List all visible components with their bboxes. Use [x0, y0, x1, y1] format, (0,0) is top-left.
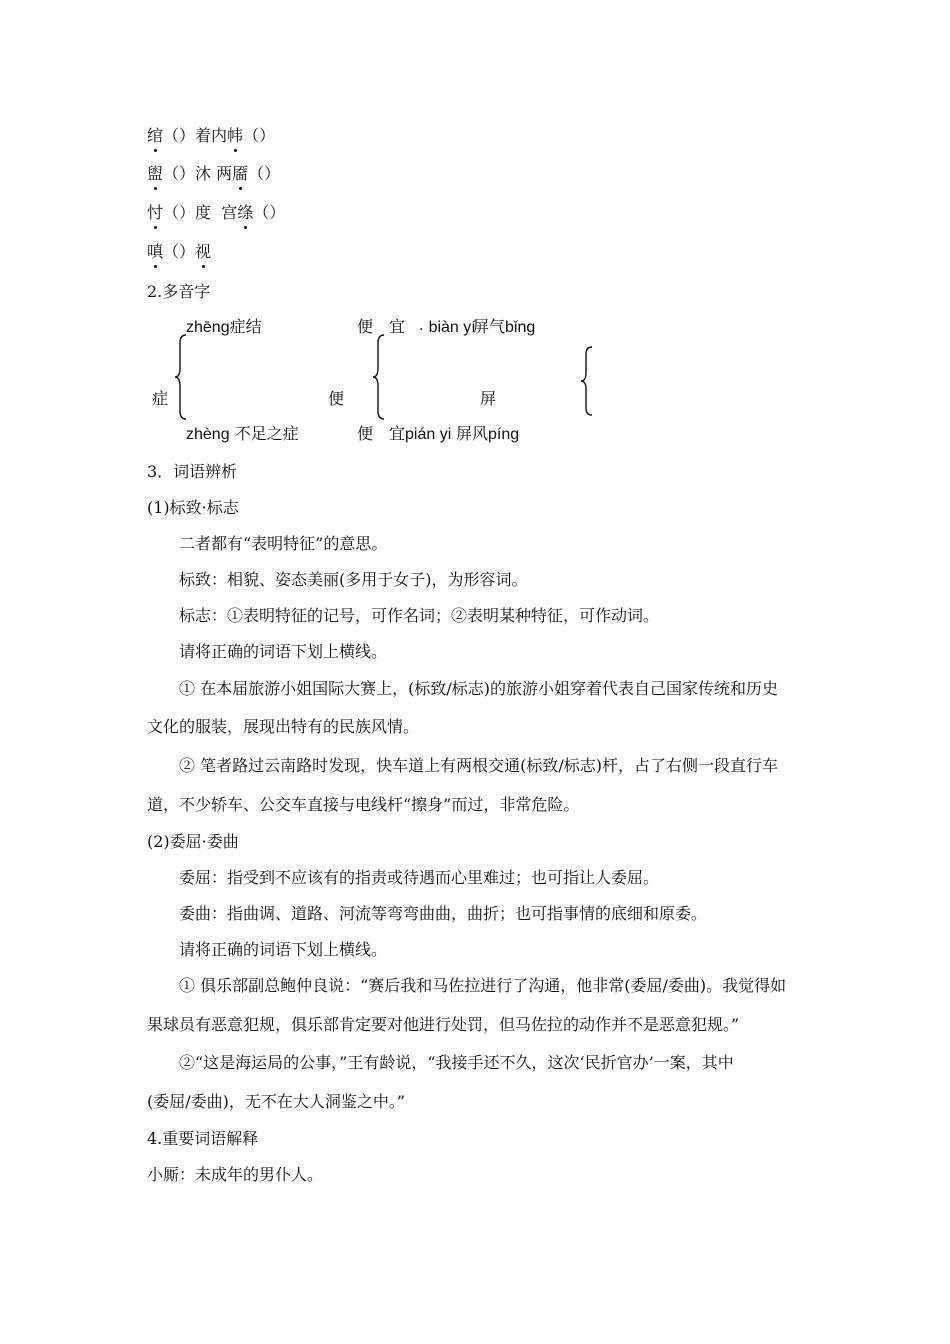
char-row-2: 盥（）沐 两靥（）: [147, 164, 281, 183]
dotted-char: 忖: [147, 203, 164, 222]
exercise-line: ① 在本届旅游小姐国际大赛上，(标致/标志)的旅游小姐穿着代表自己国家传统和历史: [179, 679, 778, 698]
exercise-line: 文化的服装，展现出特有的民族风情。: [147, 717, 420, 736]
paragraph: 小厮：未成年的男仆人。: [147, 1165, 324, 1184]
exercise-line: ② 笔者路过云南路时发现，快车道上有两根交通(标致/标志)杆，占了右侧一段直行车: [179, 756, 778, 775]
section-heading: 4.重要词语解释: [147, 1129, 259, 1148]
subsection-title: (2)委屈·委曲: [147, 832, 239, 851]
char-row-4: 嗔（）视: [147, 242, 212, 261]
paragraph: 二者都有“表明特征”的意思。: [179, 534, 388, 553]
paragraph: 标志：①表明特征的记号，可作名词；②表明某种特征，可作动词。: [179, 606, 660, 625]
exercise-line: ① 俱乐部副总鲍仲良说：“赛后我和马佐拉进行了沟通，他非常(委屈/委曲)。我觉得如: [179, 976, 787, 995]
pian-mid: 便: [328, 389, 345, 408]
brace-pian: [372, 334, 386, 420]
exercise-line: ②“这是海运局的公事，”王有龄说，“我接手还不久，这次‘民折官办’一案，其中: [179, 1053, 734, 1072]
exercise-line: 果球员有恶意犯规，俱乐部肯定要对他进行处罚，但马佐拉的动作并不是恶意犯规。”: [147, 1015, 740, 1034]
char-row-3: 忖（）度 宫绦（）: [147, 203, 286, 222]
dotted-char: 靥: [232, 164, 249, 183]
char-row-1: 绾（）着内帏（）: [147, 126, 276, 145]
exercise-line: 道，不少轿车、公交车直接与电线杆“擦身”而过，非常危险。: [147, 795, 580, 814]
bing-mid: 屏: [480, 389, 497, 408]
bing-top: 屏气bǐnɡ: [473, 317, 536, 336]
section-heading: 3．词语辨析: [147, 462, 238, 481]
section-heading: 2.多音字: [147, 282, 211, 301]
dotted-char: 盥: [147, 164, 164, 183]
zheng-mid: 症: [152, 389, 169, 408]
zheng-top: zhēnɡ症结: [186, 317, 262, 336]
bing-bottom: 屏风pínɡ: [456, 424, 520, 443]
paragraph: 请将正确的词语下划上横线。: [179, 642, 388, 661]
brace-zheng: [174, 334, 188, 420]
dotted-char: 绦: [237, 203, 254, 222]
paragraph: 委曲：指曲调、道路、河流等弯弯曲曲，曲折；也可指事情的底细和原委。: [179, 904, 708, 923]
subsection-title: (1)标致·标志: [147, 498, 239, 517]
exercise-line: (委屈/委曲)，无不在大人洞鉴之中。”: [147, 1092, 406, 1111]
zheng-bottom: zhènɡ 不足之症: [186, 424, 299, 443]
pian-bottom: 便 宜pián yi: [357, 424, 452, 443]
paragraph: 标致：相貌、姿态美丽(多用于女子)，为形容词。: [179, 570, 528, 589]
pian-top: 便 宜 . biàn yí: [357, 317, 476, 336]
dotted-char: 嗔: [147, 242, 164, 261]
dotted-char: 视: [195, 242, 212, 261]
paragraph: 请将正确的词语下划上横线。: [179, 940, 388, 959]
paragraph: 委屈：指受到不应该有的指责或待遇而心里难过；也可指让人委屈。: [179, 868, 660, 887]
dotted-char: 绾: [147, 126, 164, 145]
brace-bing: [580, 346, 594, 416]
dotted-char: 帏: [227, 126, 244, 145]
